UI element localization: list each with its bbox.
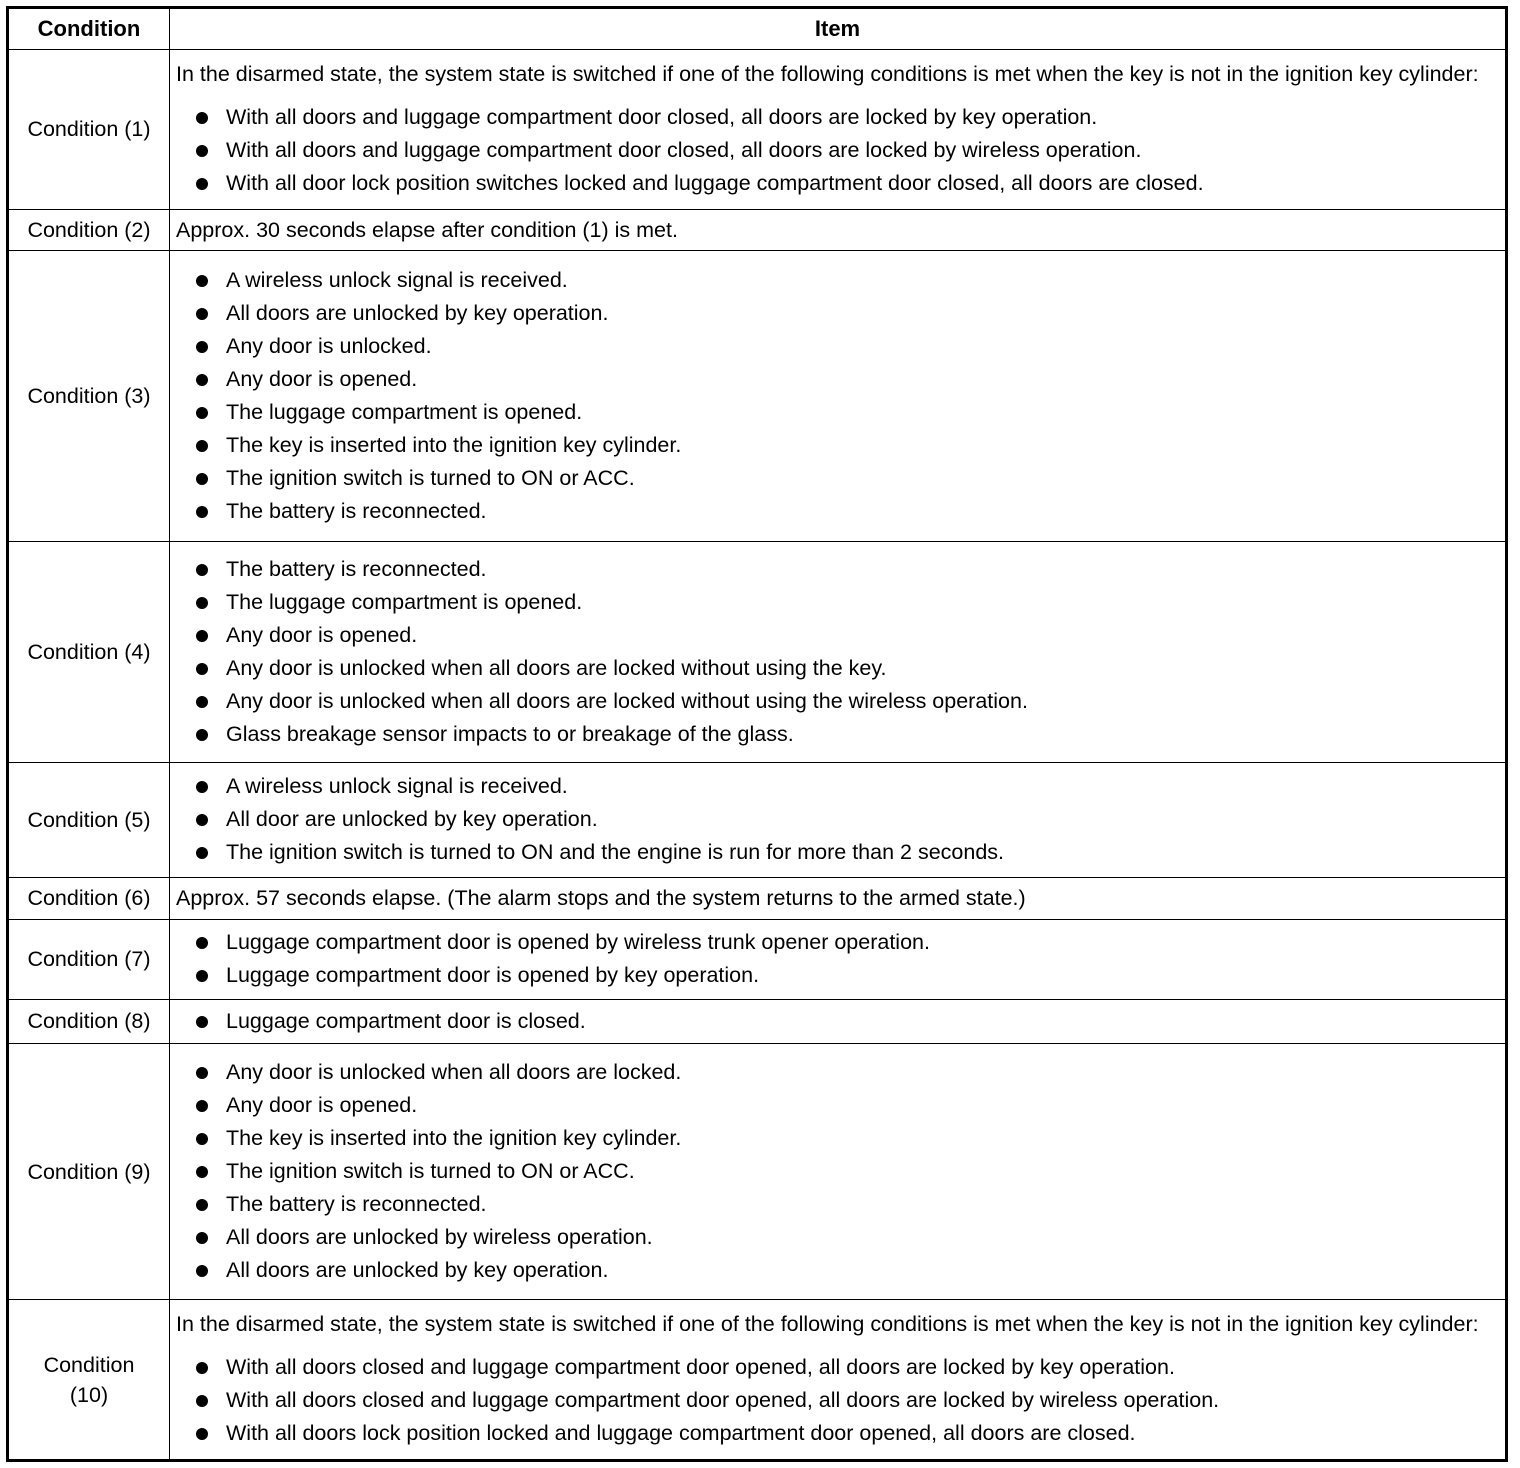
list-item (176, 429, 1499, 462)
list-item-text: Any door is unlocked when all doors are locked without using the wireless operation. (226, 689, 1028, 714)
condition-label: Condition (4) (8, 542, 170, 763)
list-item-text: The ignition switch is turned to ON and the engine is run for more than 2 seconds. (226, 840, 1005, 865)
list-item (176, 330, 1499, 363)
bullet-icon (196, 275, 208, 287)
bullet-icon (196, 1395, 208, 1407)
condition-label: Condition (8) (8, 999, 170, 1044)
bullet-icon (196, 970, 208, 982)
bullet-icon (196, 112, 208, 124)
bullet-icon (196, 564, 208, 576)
list-item (176, 959, 1499, 992)
list-item (176, 264, 1499, 297)
list-item (176, 1089, 1499, 1122)
bullet-icon (196, 729, 208, 741)
list-item-text: Luggage compartment door is opened by wireless trunk opener operation. (226, 930, 930, 955)
bullet-icon (196, 1133, 208, 1145)
bullet-icon (196, 1100, 208, 1112)
list-item (176, 167, 1499, 200)
list-item (176, 134, 1499, 167)
list-item-text: Any door is opened. (226, 367, 418, 392)
list-item (176, 1056, 1499, 1089)
bullet-list (176, 770, 1499, 869)
table-row (8, 919, 1507, 999)
item-lead-text: In the disarmed state, the system state is switched if one of the following conditions is met when the key is not in the ignition key cylinder: (176, 1312, 1479, 1337)
list-item-text: Glass breakage sensor impacts to or breakage of the glass. (226, 722, 794, 747)
header-row (8, 8, 1507, 50)
list-item-text: With all doors closed and luggage compartment door opened, all doors are locked by wireless operation. (226, 1388, 1220, 1413)
table-row (8, 209, 1507, 251)
list-item-text: Any door is unlocked. (226, 334, 432, 359)
list-item (176, 1384, 1499, 1417)
list-item-text: The battery is reconnected. (226, 499, 487, 524)
table-row (8, 251, 1507, 542)
list-item-text: The battery is reconnected. (226, 1192, 487, 1217)
item-cell (170, 762, 1507, 877)
bullet-list (176, 1351, 1499, 1450)
bullet-list (176, 1005, 1499, 1038)
list-item-text: With all door lock position switches locked and luggage compartment door closed, all doors are closed. (226, 170, 1204, 195)
list-item (176, 619, 1499, 652)
condition-label: Condition (9) (8, 1044, 170, 1300)
condition-label: Condition (6) (8, 878, 170, 920)
list-item-text: All doors are unlocked by wireless operation. (226, 1225, 653, 1250)
header-item: Item (170, 8, 1507, 50)
conditions-table (6, 6, 1508, 1462)
list-item-text: Any door is opened. (226, 623, 418, 648)
item-cell (170, 878, 1507, 920)
table-row (8, 762, 1507, 877)
list-item-text: Luggage compartment door is opened by key operation. (226, 963, 760, 988)
list-item-text: The ignition switch is turned to ON or ACC. (226, 466, 635, 491)
item-cell (170, 251, 1507, 542)
table-row (8, 999, 1507, 1044)
list-item (176, 363, 1499, 396)
bullet-icon (196, 440, 208, 452)
table-row (8, 1044, 1507, 1300)
list-item (176, 718, 1499, 751)
bullet-icon (196, 145, 208, 157)
bullet-list (176, 553, 1499, 751)
condition-label: Condition (1) (8, 50, 170, 210)
bullet-icon (196, 473, 208, 485)
item-text: Approx. 30 seconds elapse after condition (1) is met. (176, 218, 678, 243)
bullet-icon (196, 1428, 208, 1440)
list-item (176, 462, 1499, 495)
list-item (176, 586, 1499, 619)
list-item-text: With all doors closed and luggage compartment door opened, all doors are locked by key operation. (226, 1355, 1175, 1380)
list-item (176, 770, 1499, 803)
list-item (176, 836, 1499, 869)
list-item (176, 1005, 1499, 1038)
table-row (8, 1300, 1507, 1461)
bullet-list (176, 264, 1499, 528)
condition-label: Condition (2) (8, 209, 170, 251)
condition-label: Condition (3) (8, 251, 170, 542)
list-item-text: All door are unlocked by key operation. (226, 807, 598, 832)
list-item (176, 1351, 1499, 1384)
list-item-text: Any door is opened. (226, 1093, 418, 1118)
bullet-list (176, 926, 1499, 992)
table-row (8, 50, 1507, 210)
list-item-text: The ignition switch is turned to ON or ACC. (226, 1159, 635, 1184)
list-item (176, 396, 1499, 429)
bullet-icon (196, 1016, 208, 1028)
bullet-icon (196, 937, 208, 949)
bullet-icon (196, 1265, 208, 1277)
header-condition: Condition (8, 8, 170, 50)
list-item-text: Any door is unlocked when all doors are locked. (226, 1060, 682, 1085)
list-item (176, 652, 1499, 685)
list-item-text: The luggage compartment is opened. (226, 400, 583, 425)
list-item-text: The battery is reconnected. (226, 557, 487, 582)
bullet-icon (196, 1232, 208, 1244)
list-item (176, 1155, 1499, 1188)
bullet-icon (196, 1067, 208, 1079)
list-item (176, 1122, 1499, 1155)
bullet-icon (196, 630, 208, 642)
list-item-text: Luggage compartment door is closed. (226, 1008, 586, 1033)
bullet-icon (196, 597, 208, 609)
condition-label: Condition (5) (8, 762, 170, 877)
bullet-icon (196, 814, 208, 826)
list-item (176, 685, 1499, 718)
bullet-icon (196, 781, 208, 793)
table-body (8, 50, 1507, 1461)
list-item-text: The luggage compartment is opened. (226, 590, 583, 615)
bullet-icon (196, 407, 208, 419)
bullet-list (176, 101, 1499, 200)
list-item (176, 1254, 1499, 1287)
bullet-icon (196, 374, 208, 386)
list-item (176, 297, 1499, 330)
list-item (176, 1221, 1499, 1254)
list-item (176, 1188, 1499, 1221)
bullet-icon (196, 341, 208, 353)
bullet-icon (196, 1199, 208, 1211)
list-item (176, 495, 1499, 528)
bullet-icon (196, 1166, 208, 1178)
list-item-text: The key is inserted into the ignition key cylinder. (226, 1126, 682, 1151)
list-item-text: A wireless unlock signal is received. (226, 774, 568, 799)
condition-label: Condition (10) (8, 1300, 170, 1461)
bullet-icon (196, 847, 208, 859)
item-lead-text: In the disarmed state, the system state is switched if one of the following conditions is met when the key is not in the ignition key cylinder: (176, 61, 1479, 86)
item-cell (170, 919, 1507, 999)
list-item (176, 1417, 1499, 1450)
item-cell (170, 50, 1507, 210)
list-item-text: With all doors and luggage compartment door closed, all doors are locked by key operation. (226, 104, 1098, 129)
table-row (8, 878, 1507, 920)
bullet-icon (196, 506, 208, 518)
condition-label: Condition (7) (8, 919, 170, 999)
list-item (176, 101, 1499, 134)
bullet-icon (196, 178, 208, 190)
list-item (176, 553, 1499, 586)
item-cell (170, 1044, 1507, 1300)
bullet-icon (196, 696, 208, 708)
list-item-text: The key is inserted into the ignition key cylinder. (226, 433, 682, 458)
bullet-icon (196, 308, 208, 320)
list-item-text: With all doors and luggage compartment door closed, all doors are locked by wireless operation. (226, 137, 1142, 162)
item-cell (170, 999, 1507, 1044)
list-item (176, 926, 1499, 959)
list-item (176, 803, 1499, 836)
bullet-icon (196, 663, 208, 675)
list-item-text: All doors are unlocked by key operation. (226, 301, 609, 326)
item-cell (170, 542, 1507, 763)
list-item-text: Any door is unlocked when all doors are locked without using the key. (226, 656, 887, 681)
item-text: Approx. 57 seconds elapse. (The alarm stops and the system returns to the armed state.) (176, 886, 1026, 911)
bullet-icon (196, 1362, 208, 1374)
list-item-text: A wireless unlock signal is received. (226, 268, 568, 293)
list-item-text: All doors are unlocked by key operation. (226, 1258, 609, 1283)
table-row (8, 542, 1507, 763)
bullet-list (176, 1056, 1499, 1287)
item-cell (170, 209, 1507, 251)
item-cell (170, 1300, 1507, 1461)
list-item-text: With all doors lock position locked and luggage compartment door opened, all doors are closed. (226, 1421, 1136, 1446)
